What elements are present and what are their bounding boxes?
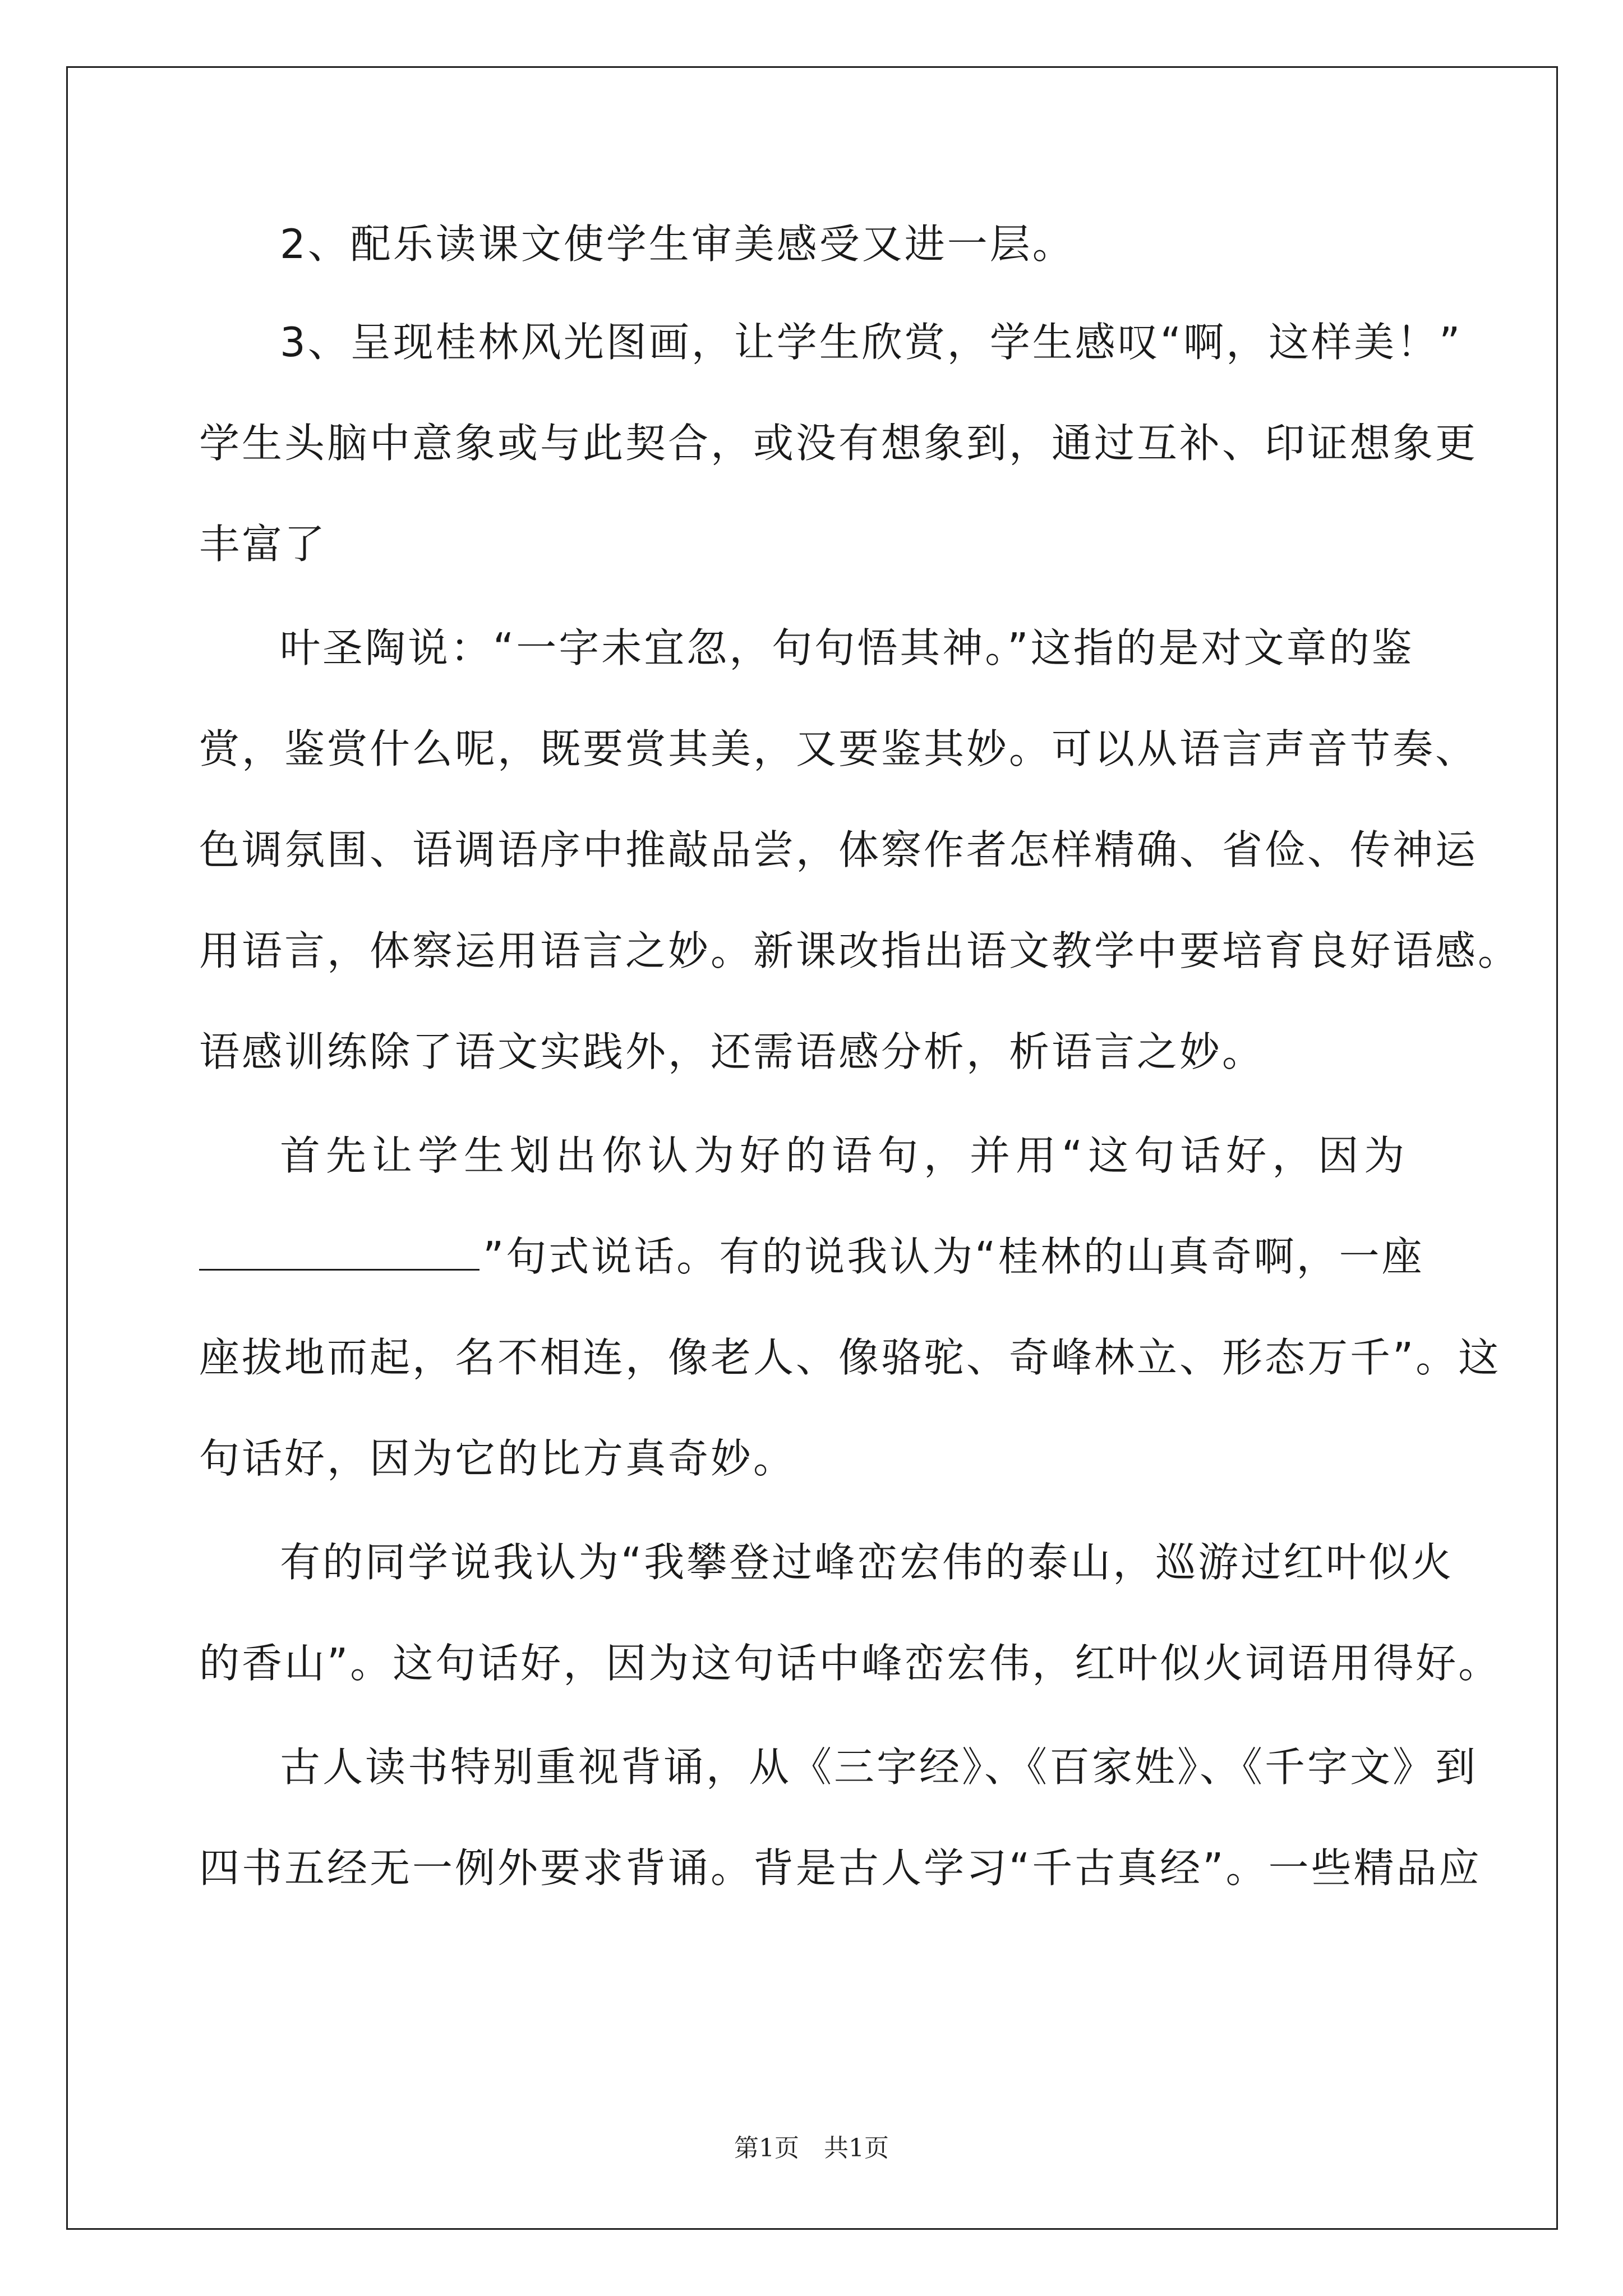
paragraph-line: 2、配乐读课文使学生审美感受又进一层。 — [280, 220, 1075, 268]
paragraph-line: 座拔地而起，名不相连，像老人、像骆驼、奇峰林立、形态万千”。这 — [199, 1334, 1501, 1381]
paragraph-line: 的香山”。这句话好，因为这句话中峰峦宏伟，红叶似火词语用得好。 — [199, 1640, 1501, 1687]
paragraph-line: 丰富了 — [199, 521, 328, 568]
paragraph-line-text: ”句式说话。有的说我认为“桂林的山真奇啊，一座 — [483, 1233, 1424, 1280]
paragraph-line: 句话好，因为它的比方真奇妙。 — [199, 1435, 796, 1482]
paragraph-line-with-blank — [199, 1231, 1424, 1282]
paragraph-line: 有的同学说我认为“我攀登过峰峦宏伟的泰山，巡游过红叶似火 — [280, 1539, 1454, 1586]
page-number: 第1页 共1页 — [734, 2134, 889, 2162]
paragraph-line: 色调氛围、语调语序中推敲品尝，体察作者怎样精确、省俭、传神运 — [199, 826, 1478, 873]
paragraph-line: 四书五经无一例外要求背诵。背是古人学习“千古真经”。一些精品应 — [199, 1844, 1482, 1892]
paragraph-line: 语感训练除了语文实践外，还需语感分析，析语言之妙。 — [199, 1028, 1265, 1075]
paragraph-line: 3、呈现桂林风光图画，让学生欣赏，学生感叹“啊，这样美！” — [280, 319, 1463, 366]
fill-in-blank — [199, 1267, 479, 1271]
paragraph-line: 赏，鉴赏什么呢，既要赏其美，又要鉴其妙。可以从语言声音节奏、 — [199, 725, 1478, 772]
paragraph-line: 用语言，体察运用语言之妙。新课改指出语文教学中要培育良好语感。 — [199, 927, 1521, 974]
paragraph-line: 古人读书特别重视背诵，从《三字经》、《百家姓》、《千字文》到 — [280, 1743, 1478, 1791]
paragraph-line: 首先让学生划出你认为好的语句，并用“这句话好，因为 — [280, 1132, 1410, 1179]
paragraph-line: 叶圣陶说：“一字未宜忽，句句悟其神。”这指的是对文章的鉴 — [280, 624, 1414, 671]
paragraph-line: 学生头脑中意象或与此契合，或没有想象到，通过互补、印证想象更 — [199, 420, 1478, 467]
